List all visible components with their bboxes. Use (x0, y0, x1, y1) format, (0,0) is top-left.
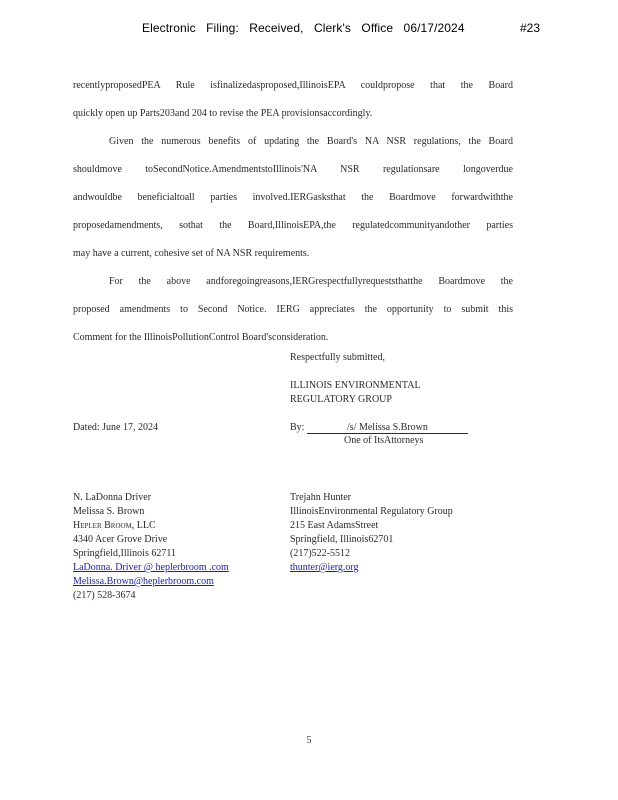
document-number: #23 (520, 21, 541, 35)
closing-text: Respectfully submitted, (290, 352, 385, 363)
right-contact-block (290, 491, 453, 575)
org-name: IllinoisEnvironmental Regulatory Group (290, 506, 453, 517)
text-line: Given the numerous benefits of updating the Board's NA NSR regulations, the Board (109, 136, 513, 147)
contact-name: Trejahn Hunter (290, 492, 352, 503)
contact-name: N. LaDonna Driver (73, 492, 152, 503)
paragraph-2 (73, 128, 513, 268)
signature-line: /s/ Melissa S.Brown (307, 422, 468, 434)
org-name-line1: ILLINOIS ENVIRONMENTAL (290, 380, 421, 391)
signer-role: One of ItsAttorneys (344, 435, 424, 446)
filing-stamp-text: Electronic Filing: Received, Clerk's Office 06/17/2024 (142, 21, 465, 35)
email-link[interactable]: Melissa.Brown@heplerbroom.com (73, 576, 214, 587)
text-line: proposed amendments to Second Notice. IERG appreciates the opportunity to submit this (73, 304, 513, 315)
street-address: 4340 Acer Grove Drive (73, 534, 168, 545)
contact-name: Melissa S. Brown (73, 506, 145, 517)
city-address: Springfield, Illinois62701 (290, 534, 394, 545)
city-address: Springfield,Illinois 62711 (73, 548, 176, 559)
phone-number: (217) 528-3674 (73, 590, 136, 601)
email-link[interactable]: thunter@ierg.org (290, 562, 359, 573)
text-line: andwouldbe beneficialtoall parties involved.IERGasksthat the Boardmove forwardwiththe (73, 192, 513, 203)
text-line: quickly open up Parts203and 204 to revise the PEA provisionsaccordingly. (73, 108, 373, 119)
street-address: 215 East AdamsStreet (290, 520, 379, 531)
paragraph-3 (73, 268, 513, 352)
email-link[interactable]: LaDonna. Driver @ heplerbroom .com (73, 562, 229, 573)
paragraph-1 (73, 72, 513, 128)
left-contact-block (73, 491, 229, 603)
text-line: may have a current, cohesive set of NA NSR requirements. (73, 248, 310, 259)
signature-block (290, 422, 468, 434)
text-line: Comment for the IllinoisPollutionControl Board'sconsideration. (73, 332, 329, 343)
text-line: proposedamendments, sothat the Board,IllinoisEPA,the regulatedcommunityandother parties (73, 220, 513, 231)
text-line: For the above andforegoingreasons,IERGrespectfullyrequeststhatthe Boardmove the (109, 276, 513, 287)
firm-name: Hepler Broom, LLC (73, 520, 156, 531)
page-number: 5 (306, 735, 312, 746)
phone-number: (217)522-5512 (290, 548, 350, 559)
document-body (73, 72, 513, 352)
by-label: By: (290, 422, 305, 433)
text-line: recentlyproposedPEA Rule isfinalizedasproposed,IllinoisEPA couldpropose that the Board (73, 80, 513, 91)
text-line: shouldmove toSecondNotice.AmendmentstoIllinois'NA NSR regulationsare longoverdue (73, 164, 513, 175)
dated-line: Dated: June 17, 2024 (73, 422, 158, 433)
org-name-line2: REGULATORY GROUP (290, 394, 392, 405)
